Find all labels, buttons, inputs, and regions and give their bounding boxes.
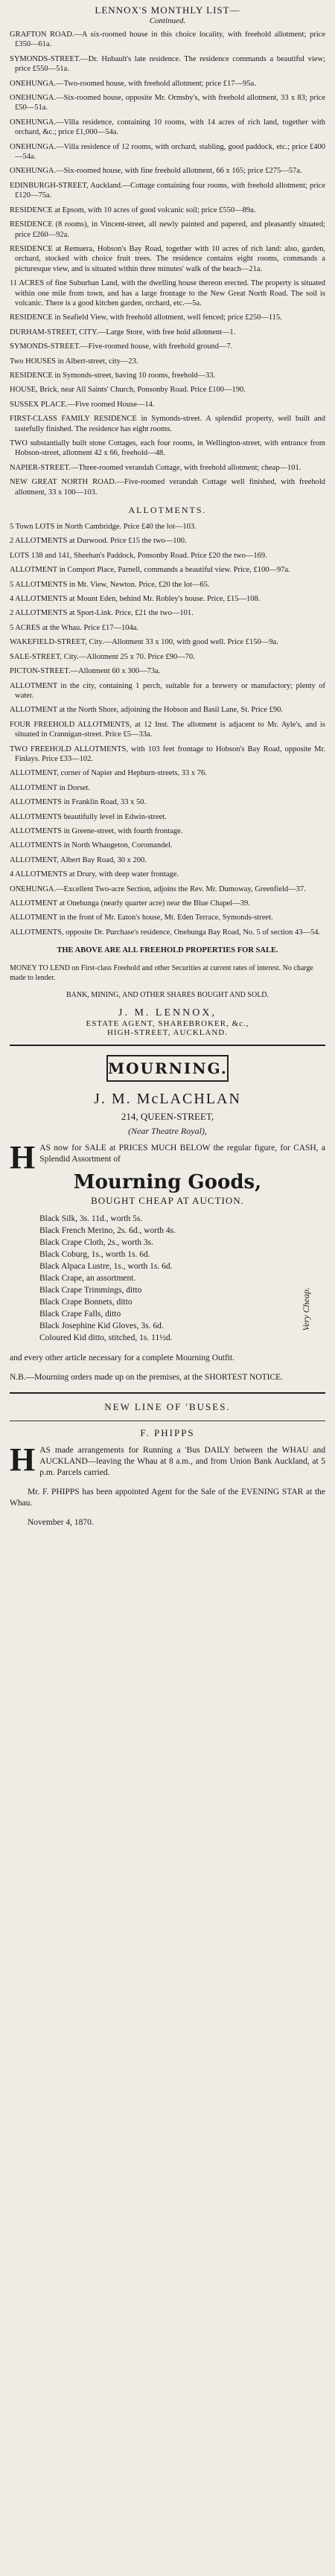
buses-name: F. PHIPPS xyxy=(140,1426,195,1438)
agent-title: ESTATE AGENT, SHAREBROKER, &c., xyxy=(86,1019,249,1029)
mourning-goods: Mourning Goods, xyxy=(73,1171,262,1194)
property-listing: ONEHUNGA.—Six-roomed house, opposite Mr. Ormsby's, with freehold allotment, 33 x 83; price £50—51a. xyxy=(10,94,325,112)
property-list xyxy=(10,30,325,497)
allotment-list xyxy=(10,522,325,937)
property-listing: HOUSE, Brick, near All Saints' Church, Ponsonby Road. Price £100—190. xyxy=(10,386,246,395)
mourning-title: MOURNING. xyxy=(106,1055,229,1082)
very-cheap-side: Very Cheap. xyxy=(301,1287,311,1331)
allotment-listing: ALLOTMENT in the front of Mr. Eaton's house, Mt. Eden Terrace, Symonds-street. xyxy=(10,914,273,922)
agent-address: HIGH-STREET, AUCKLAND. xyxy=(106,1028,229,1038)
mourning-item: Black Crape Falls, ditto xyxy=(39,1310,121,1319)
buses-body-text: AS made arrangements for Running a 'Bus DAILY between the WHAU and AUCKLAND—leaving the Whau at 8 a.m., and from Union Bank Auckland, at 5 p.m. Parcels carried. xyxy=(39,1445,325,1477)
list-heading: LENNOX'S MONTHLY LIST— xyxy=(95,4,240,16)
property-listing: RESIDENCE in Symonds-street, having 10 rooms, freehold—33. xyxy=(10,371,216,380)
merchant-address: 214, QUEEN-STREET, xyxy=(121,1111,214,1123)
property-listing: TWO substantially built stone Cottages, each four rooms, in Wellington-street, with entrance from Hobson-street, allotment 42 x 66, freehold—48. xyxy=(10,439,325,458)
mourning-item: Black Josephine Kid Gloves, 3s. 6d. xyxy=(39,1322,164,1331)
property-listing: 11 ACRES of fine Suburban Land, with the dwelling house thereon erected. The property is situated within one mile from town, and has a large frontage to the New Great North Road. The soil is volcanic. There is a good kitchen garden, orchard, etc.—5a. xyxy=(10,279,325,307)
buses-body xyxy=(10,1441,325,1479)
allotment-listing: 2 ALLOTMENTS at Durwood. Price £15 the two—100. xyxy=(10,537,187,546)
allotment-listing: 5 ALLOTMENTS in Mt. View, Newton. Price, £20 the lot—65. xyxy=(10,580,210,589)
mourning-intro-text: AS now for SALE at PRICES MUCH BELOW the regular figure, for CASH, a Splendid Assortment of xyxy=(39,1144,325,1164)
mourning-item: Black Alpaca Lustre, 1s., worth 1s. 6d. xyxy=(39,1262,173,1272)
divider xyxy=(10,1045,325,1046)
allotment-listing: ALLOTMENT in Dorset. xyxy=(10,783,90,792)
mourning-item: Black Crape Cloth, 2s., worth 3s. xyxy=(39,1238,153,1248)
property-listing: SYMONDS-STREET.—Dr. Hubault's late residence. The residence commands a beautiful view; price £550—51a. xyxy=(10,54,325,74)
property-listing: RESIDENCE at Remuera, Hobson's Bay Road, together with 10 acres of rich land: also, garden, orchard, stocked with choice fruit trees. The residence contains eight rooms, commands a picturesque view, and is situated within three minutes' walk of the beach—21a. xyxy=(10,244,325,273)
allotment-listing: TWO FREEHOLD ALLOTMENTS, with 103 feet frontage to Hobson's Bay Road, opposite Mr. Finlays. Price £33—102. xyxy=(10,745,325,763)
property-listing: RESIDENCE in Seafield View, with freehold allotment, well fenced; price £250—115. xyxy=(10,313,282,322)
mourning-item: Black Coburg, 1s., worth 1s. 6d. xyxy=(39,1250,150,1260)
allotment-listing: 4 ALLOTMENTS at Mount Eden, behind Mr. Robley's house. Price, £15—108. xyxy=(10,595,261,604)
allotment-listing: ALLOTMENT, corner of Napier and Hepburn-streets, 33 x 76. xyxy=(10,769,207,778)
property-listing: NEW GREAT NORTH ROAD.—Five-roomed verandah Cottage well finished, with freehold allotment, 33 x 100—103. xyxy=(10,478,325,497)
mourning-item: Coloured Kid ditto, stitched, 1s. 11½d. xyxy=(39,1333,173,1343)
allotment-listing: LOTS 138 and 141, Sheehan's Paddock, Ponsonby Road. Price £20 the two—169. xyxy=(10,551,267,560)
merchant-near: (Near Theatre Royal), xyxy=(128,1126,207,1137)
property-listing: GRAFTON ROAD.—A six-roomed house in this choice locality, with freehold allotment; price £350—61a. xyxy=(10,31,325,49)
property-listing: EDINBURGH-STREET, Auckland.—Cottage containing four rooms, with freehold allotment; price £120—75a. xyxy=(10,181,325,200)
property-listing: SUSSEX PLACE.—Five roomed House—14. xyxy=(10,400,155,409)
property-listing: Two HOUSES in Albert-street, city—23. xyxy=(10,357,138,366)
agent-name: J. M. LENNOX, xyxy=(118,1007,217,1019)
property-listing: ONEHUNGA.—Six-roomed house, with fine freehold allotment, 66 x 165; price £275—57a. xyxy=(10,167,302,176)
mourning-item: Black French Merino, 2s. 6d., worth 4s. xyxy=(39,1226,176,1236)
mourning-item: Black Crape Bonnets, ditto xyxy=(39,1298,133,1307)
allotment-listing: ALLOTMENTS in Greene-street, with fourth frontage. xyxy=(10,826,183,835)
mourning-item: Black Crape, an assortment. xyxy=(39,1274,136,1284)
freehold-note: THE ABOVE ARE ALL FREEHOLD PROPERTIES FOR SALE. xyxy=(57,946,278,954)
allotment-listing: PICTON-STREET.—Allotment 60 x 300—73a. xyxy=(10,667,161,676)
allotment-listing: ALLOTMENTS in Franklin Road, 33 x 50. xyxy=(10,798,147,807)
mourning-items xyxy=(10,1213,325,1344)
allotment-listing: ALLOTMENT at the North Shore, adjoining the Hobson and Basil Lane, St. Price £90. xyxy=(10,706,283,715)
money-note: MONEY TO LEND on First-class Freehold and other Securities at current rates of interest. No charge made to lender. xyxy=(10,964,313,983)
property-listing: ONEHUNGA.—Two-roomed house, with freehold allotment; price £17—95a. xyxy=(10,79,256,88)
dropcap-h: H xyxy=(10,1441,36,1478)
allotment-listing: ALLOTMENT at Onehunga (nearly quarter acre) near the Blue Chapel—39. xyxy=(10,899,250,908)
allotment-listing: 4 ALLOTMENTS at Drury, with deep water frontage. xyxy=(10,870,179,879)
property-listing: ONEHUNGA.—Villa residence of 12 rooms, with orchard, stabling, good paddock, etc.; price £400—54a. xyxy=(10,142,325,162)
property-listing: NAPIER-STREET.—Three-roomed verandah Cottage, with freehold allotment; cheap—101. xyxy=(10,463,302,472)
property-listing: ONEHUNGA.—Villa residence, containing 10 rooms, with 14 acres of rich land, together with orchard, &c.; price £1,000—54a. xyxy=(10,118,325,137)
list-subheading: Continued. xyxy=(149,16,186,25)
property-listing: DURHAM-STREET, CITY.—Large Store, with free hold allotment—1. xyxy=(10,328,236,337)
buses-date: November 4, 1870. xyxy=(28,1517,94,1527)
property-listing: RESIDENCE (8 rooms), in Vincent-street, all newly painted and papered, and pleasantly situated; price £260—92a. xyxy=(10,220,325,239)
allotments-heading: ALLOTMENTS. xyxy=(128,505,207,516)
allotment-listing: ALLOTMENT in the city, containing 1 perch, suitable for a brewery or manufactory; plenty of water. xyxy=(10,681,325,700)
buses-heading: NEW LINE OF 'BUSES. xyxy=(104,1400,231,1412)
property-listing: RESIDENCE at Epsom, with 10 acres of good volcanic soil; price £550—89a. xyxy=(10,205,256,214)
mourning-nb: N.B.—Mourning orders made up on the premises, at the SHORTEST NOTICE. xyxy=(10,1373,284,1383)
property-listing: FIRST-CLASS FAMILY RESIDENCE in Symonds-street. A splendid property, well built and tastefully finished. The residence has eight rooms. xyxy=(10,415,325,433)
allotment-listing: 2 ALLOTMENTS at Sport-Link. Price, £21 the two—101. xyxy=(10,609,194,618)
allotment-listing: ALLOTMENT, Albert Bay Road, 30 x 200. xyxy=(10,855,147,864)
allotment-listing: ONEHUNGA.—Excellent Two-acre Section, adjoins the Rev. Mr. Dumoway, Greenfield—37. xyxy=(10,884,306,893)
allotment-listing: ALLOTMENT in Comport Place, Parnell, commands a beautiful view. Price, £100—97a. xyxy=(10,566,290,575)
advertisement-column xyxy=(10,0,325,1527)
agent-block xyxy=(10,1007,325,1037)
allotment-listing: ALLOTMENTS in North Whaugeton, Coromandel. xyxy=(10,841,173,850)
mourning-intro xyxy=(10,1139,325,1176)
mourning-closing: and every other article necessary for a complete Mourning Outfit. xyxy=(10,1353,235,1362)
mourning-item: Black Silk, 3s. 11d., worth 5s. xyxy=(39,1214,143,1224)
shares-note: BANK, MINING, AND OTHER SHARES BOUGHT AND SOLD. xyxy=(66,991,269,1000)
allotment-listing: WAKEFIELD-STREET, City.—Allotment 33 x 100, with good well. Price £150—9a. xyxy=(10,638,278,647)
allotment-listing: 5 Town LOTS in North Cambridge. Price £40 the lot—103. xyxy=(10,523,197,532)
merchant-name: J. M. McLACHLAN xyxy=(94,1091,241,1108)
divider xyxy=(10,1392,325,1394)
allotment-listing: FOUR FREEHOLD ALLOTMENTS, at 12 Inst. The allotment is adjacent to Mr. Ayle's, and is situated in Crannigan-street. Price £5—33a. xyxy=(10,720,325,739)
buses-agent: Mr. F. PHIPPS has been appointed Agent for the Sale of the EVENING STAR at the Whau. xyxy=(10,1488,325,1508)
allotment-listing: 5 ACRES at the Whau. Price £17—104a. xyxy=(10,623,139,632)
dropcap-h: H xyxy=(10,1139,36,1176)
allotment-listing: SALE-STREET, City.—Allotment 25 x 70. Price £90—70. xyxy=(10,652,195,661)
mourning-item: Black Crape Trimmings, ditto xyxy=(39,1286,142,1295)
allotment-listing: ALLOTMENTS beautifully level in Edwin-street. xyxy=(10,812,167,821)
property-listing: SYMONDS-STREET.—Five-roomed house, with freehold ground—7. xyxy=(10,342,233,351)
allotment-listing: ALLOTMENTS, opposite Dr. Purchase's residence, Onehunga Bay Road, No. 5 of section 43—54. xyxy=(10,928,321,937)
bought-cheap: BOUGHT CHEAP AT AUCTION. xyxy=(91,1195,244,1207)
